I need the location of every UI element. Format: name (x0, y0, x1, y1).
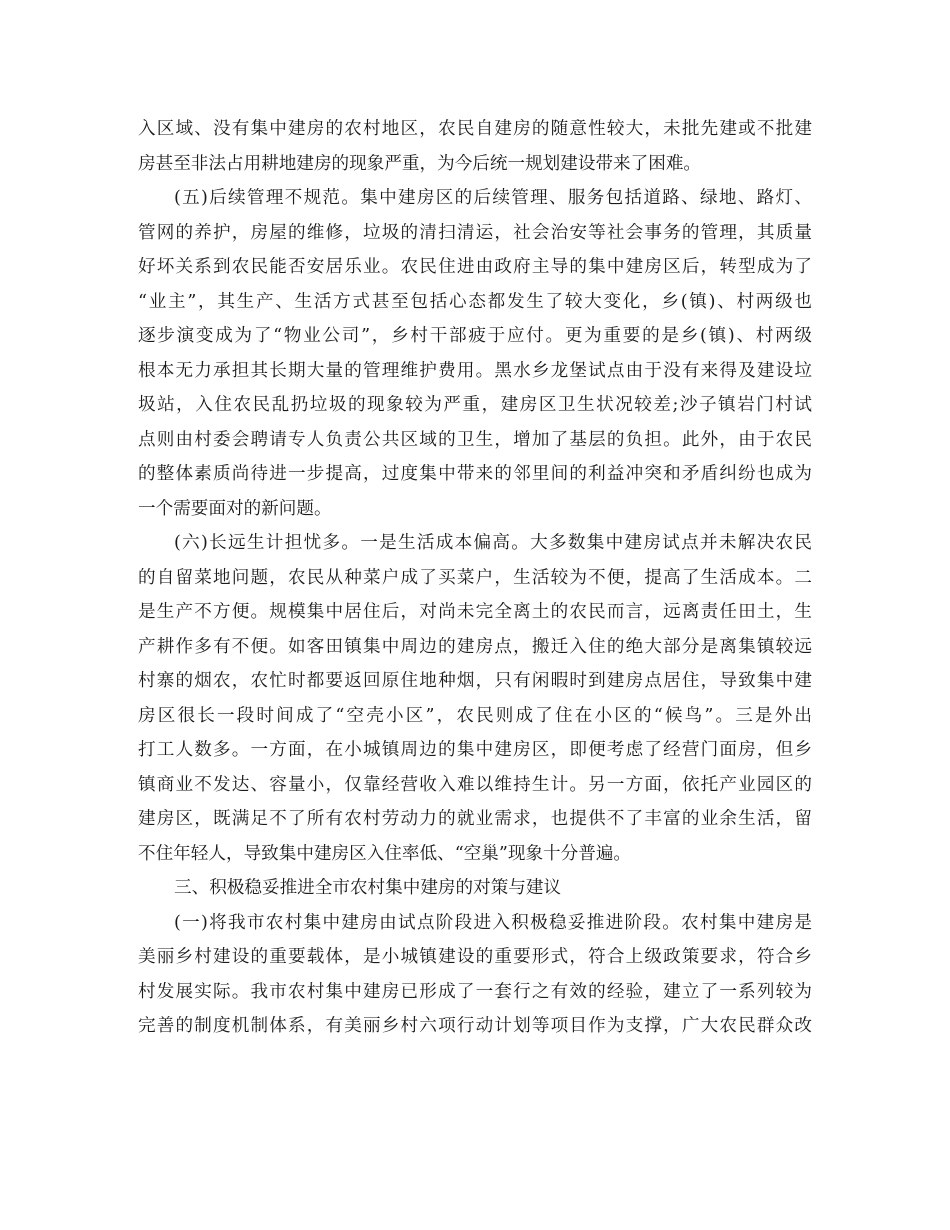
text-line: “业主”，其生产、生活方式甚至包括心态都发生了较大变化，乡(镇)、村两级也 (138, 291, 812, 312)
text-line: 完善的制度机制体系，有美丽乡村六项行动计划等项目作为支撑，广大农民群众改 (138, 1016, 812, 1036)
text-line: 打工人数多。一方面，在小城镇周边的集中建房区，即便考虑了经营门面房，但乡 (138, 740, 812, 760)
text-line: 三、积极稳妥推进全市农村集中建房的对策与建议 (174, 878, 562, 898)
text-line: 美丽乡村建设的重要载体，是小城镇建设的重要形式，符合上级政策要求，符合乡 (138, 947, 812, 967)
text-line: 根本无力承担其长期大量的管理维护费用。黑水乡龙堡试点由于没有来得及建设垃 (138, 360, 812, 381)
text-line: 建房区，既满足不了所有农村劳动力的就业需求，也提供不了丰富的业余生活，留 (138, 809, 812, 829)
paragraph (138, 871, 812, 906)
text-line: 是生产不方便。规模集中居住后，对尚未完全离土的农民而言，远离责任田土，生 (138, 602, 812, 622)
text-line: 管网的养护，房屋的维修，垃圾的清扫清运，社会治安等社会事务的管理，其质量 (138, 222, 812, 243)
text-line: (一)将我市农村集中建房由试点阶段进入积极稳妥推进阶段。农村集中建房是 (174, 912, 812, 933)
text-line: 圾站，入住农民乱扔垃圾的现象较为严重，建房区卫生状况较差;沙子镇岩门村试 (138, 395, 812, 415)
paragraph (138, 906, 812, 1044)
text-line: 点则由村委会聘请专人负责公共区域的卫生，增加了基层的负担。此外，由于农民 (138, 429, 812, 450)
text-line: (五)后续管理不规范。集中建房区的后续管理、服务包括道路、绿地、路灯、 (174, 188, 812, 208)
paragraph (138, 112, 812, 181)
text-line: 房甚至非法占用耕地建房的现象严重，为今后统一规划建设带来了困难。 (138, 153, 702, 174)
text-line: 好坏关系到农民能否安居乐业。农民住进由政府主导的集中建房区后，转型成为了 (138, 257, 812, 277)
text-line: 镇商业不发达、容量小，仅靠经营收入难以维持生计。另一方面，依托产业园区的 (138, 774, 812, 795)
text-line: 的自留菜地问题，农民从种菜户成了买菜户，生活较为不便，提高了生活成本。二 (138, 567, 812, 588)
text-line: 逐步演变成为了“物业公司”，乡村干部疲于应付。更为重要的是乡(镇)、村两级 (138, 326, 812, 346)
text-line: 入区域、没有集中建房的农村地区，农民自建房的随意性较大，未批先建或不批建 (138, 119, 812, 139)
text-line: 不住年轻人，导致集中建房区入住率低、“空巢”现象十分普遍。 (138, 843, 632, 864)
text-line: (六)长远生计担忧多。一是生活成本偏高。大多数集中建房试点并未解决农民 (174, 533, 812, 553)
text-line: 村发展实际。我市农村集中建房已形成了一套行之有效的经验，建立了一系列较为 (138, 981, 812, 1002)
paragraph (138, 181, 812, 526)
text-line: 的整体素质尚待进一步提高，过度集中带来的邻里间的利益冲突和矛盾纠纷也成为 (138, 464, 812, 484)
paragraph (138, 526, 812, 871)
text-line: 一个需要面对的新问题。 (138, 498, 332, 519)
text-line: 村寨的烟农，农忙时都要返回原住地种烟，只有闲暇时到建房点居住，导致集中建 (138, 671, 812, 691)
document-body (138, 112, 812, 1044)
text-line: 房区很长一段时间成了“空壳小区”，农民则成了住在小区的“候鸟”。三是外出 (138, 705, 812, 726)
text-line: 产耕作多有不便。如客田镇集中周边的建房点，搬迁入住的绝大部分是离集镇较远 (138, 636, 812, 657)
